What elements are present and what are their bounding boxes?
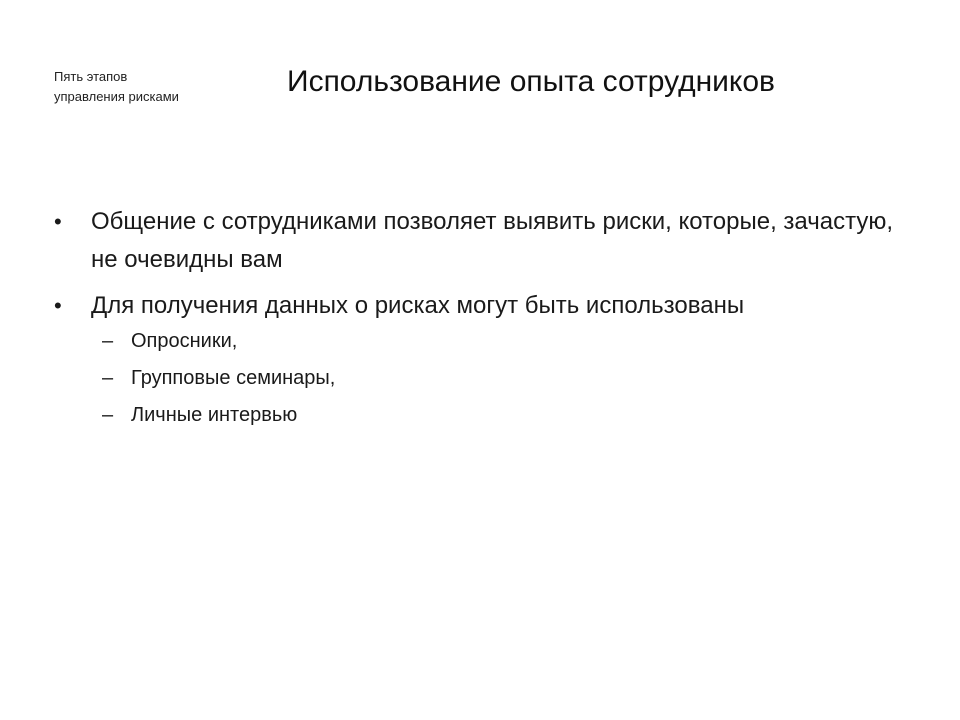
bullet-marker: • xyxy=(54,293,62,318)
sub-item-personal-interviews xyxy=(54,401,914,429)
section-label xyxy=(54,67,254,107)
sub-item-group-seminars xyxy=(54,364,914,392)
dash-marker: – xyxy=(102,367,114,389)
dash-marker: – xyxy=(102,330,114,352)
slide-title: Использование опыта сотрудников xyxy=(287,65,775,98)
sub-item-questionnaires xyxy=(54,327,914,355)
dash-marker: – xyxy=(102,404,114,426)
bullet-text: Общение с сотрудниками позволяет выявить риски, которые, зачастую, не очевидны вам xyxy=(91,208,894,273)
section-label-line-2: управления рисками xyxy=(54,89,179,104)
sub-bullet-list xyxy=(54,327,914,429)
bullet-marker: • xyxy=(54,209,62,234)
sub-item-text: Групповые семинары, xyxy=(131,367,336,389)
bullet-text: Для получения данных о рисках могут быть использованы xyxy=(91,292,745,319)
bullet-item-risk-data-sources xyxy=(54,287,914,429)
bullet-item-employee-communication xyxy=(54,203,914,279)
section-label-line-1: Пять этапов xyxy=(54,69,128,84)
bullet-list xyxy=(54,203,914,438)
sub-item-text: Личные интервью xyxy=(131,404,298,426)
sub-item-text: Опросники, xyxy=(131,330,238,352)
